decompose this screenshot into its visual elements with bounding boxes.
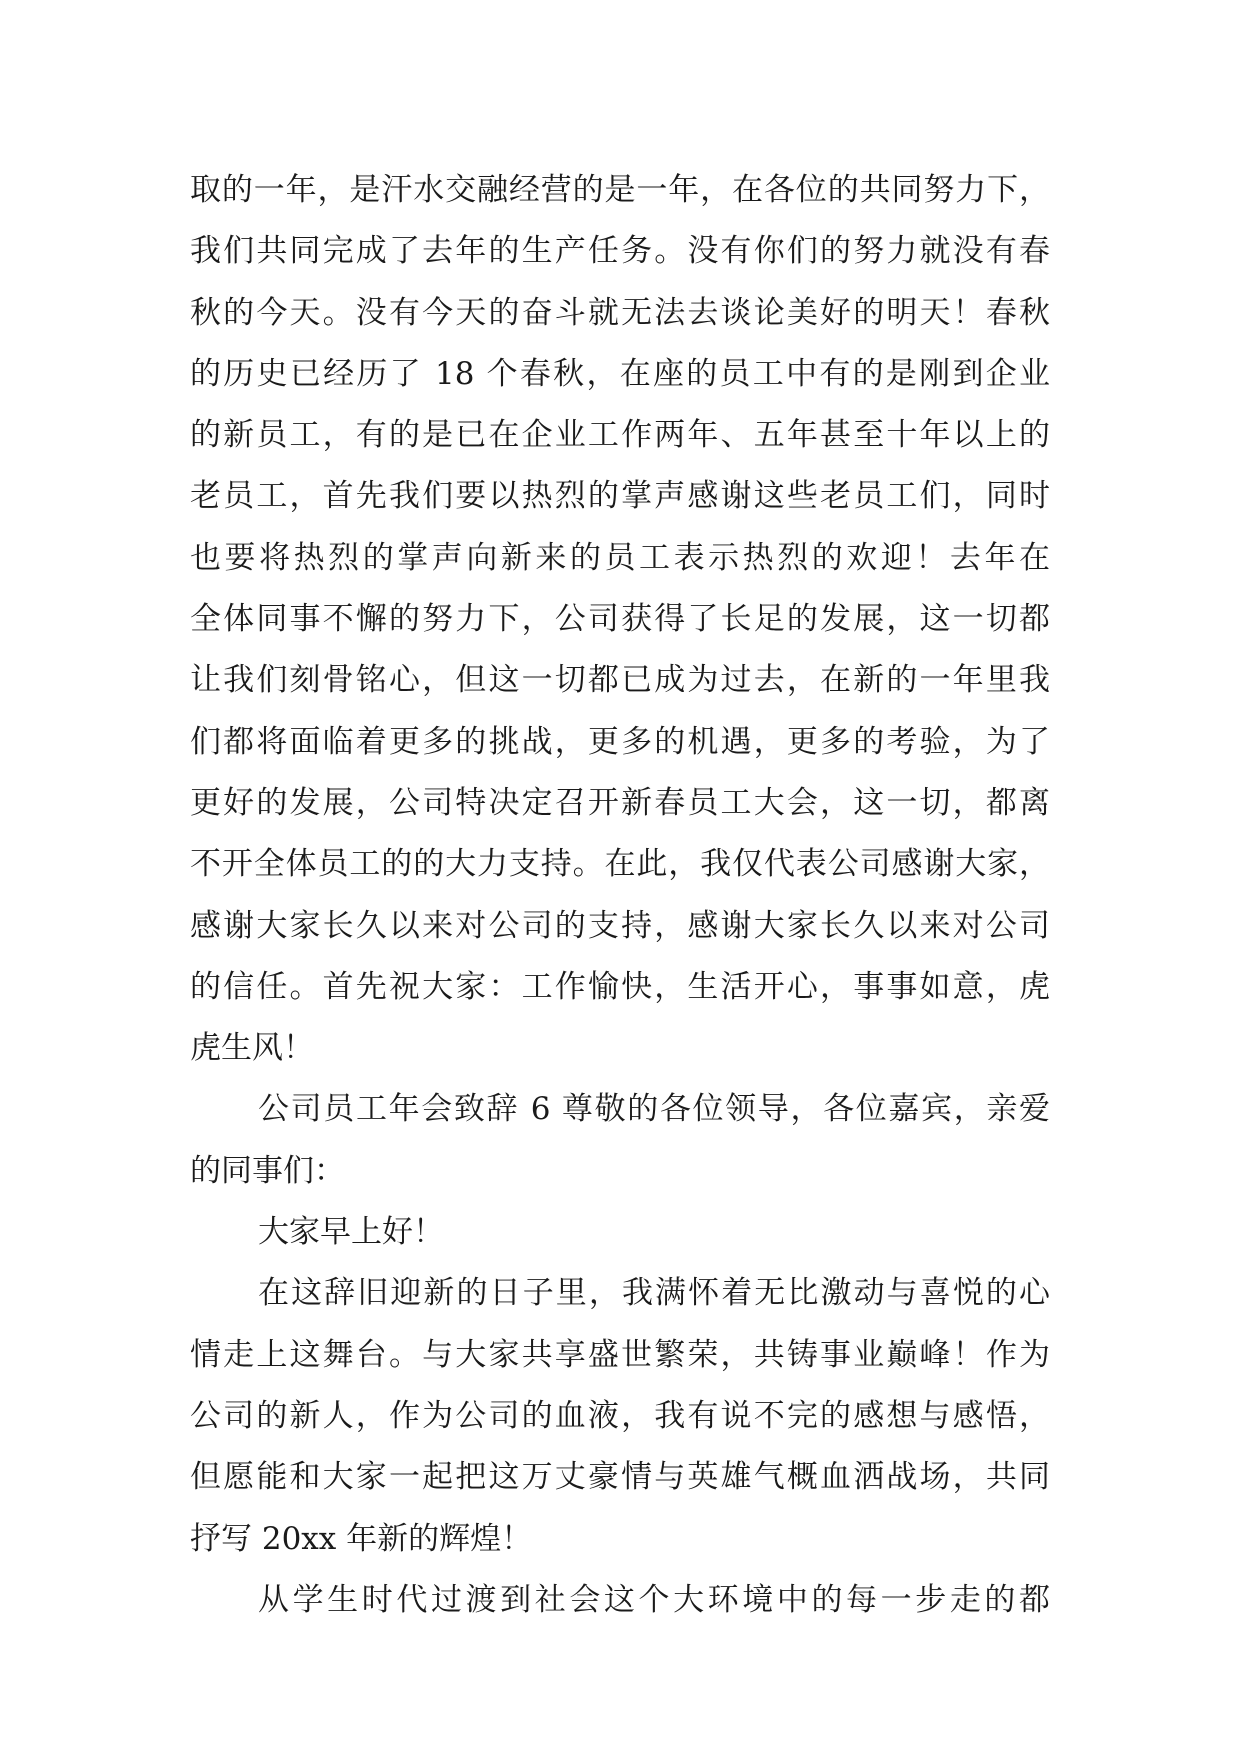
text-line: 老员工，首先我们要以热烈的掌声感谢这些老员工们，同时 [190, 478, 1050, 515]
text-line: 的信任。首先祝大家：工作愉快，生活开心，事事如意，虎 [190, 968, 1050, 1005]
text-line: 的新员工，有的是已在企业工作两年、五年甚至十年以上的 [190, 417, 1050, 454]
text-line: 的同事们： [190, 1152, 345, 1189]
document-body [190, 160, 1050, 1631]
text-line: 也要将热烈的掌声向新来的员工表示热烈的欢迎！去年在 [190, 539, 1050, 576]
text-line: 秋的今天。没有今天的奋斗就无法去谈论美好的明天！春秋 [190, 294, 1050, 331]
text-line: 公司员工年会致辞 6 尊敬的各位领导，各位嘉宾，亲爱 [258, 1091, 1050, 1128]
text-line: 让我们刻骨铭心，但这一切都已成为过去，在新的一年里我 [190, 662, 1050, 699]
text-line: 从学生时代过渡到社会这个大环境中的每一步走的都 [258, 1581, 1050, 1618]
text-line: 不开全体员工的的大力支持。在此，我仅代表公司感谢大家， [190, 846, 1050, 883]
text-line: 们都将面临着更多的挑战，更多的机遇，更多的考验，为了 [190, 723, 1050, 760]
text-line: 但愿能和大家一起把这万丈豪情与英雄气概血洒战场，共同 [190, 1459, 1050, 1496]
text-line: 感谢大家长久以来对公司的支持，感谢大家长久以来对公司 [190, 907, 1050, 944]
text-line: 大家早上好！ [258, 1214, 444, 1251]
text-line: 全体同事不懈的努力下，公司获得了长足的发展，这一切都 [190, 601, 1050, 638]
text-line: 情走上这舞台。与大家共享盛世繁荣，共铸事业巅峰！作为 [190, 1336, 1050, 1373]
text-line: 抒写 20xx 年新的辉煌！ [190, 1520, 533, 1557]
text-line: 在这辞旧迎新的日子里，我满怀着无比激动与喜悦的心 [258, 1275, 1050, 1312]
text-line: 的历史已经历了 18 个春秋，在座的员工中有的是刚到企业 [190, 355, 1050, 392]
text-line: 我们共同完成了去年的生产任务。没有你们的努力就没有春 [190, 233, 1050, 270]
text-line: 更好的发展，公司特决定召开新春员工大会，这一切，都离 [190, 784, 1050, 821]
text-line: 取的一年，是汗水交融经营的是一年，在各位的共同努力下， [190, 172, 1050, 208]
text-line: 虎生风！ [190, 1030, 314, 1067]
text-line: 公司的新人，作为公司的血液，我有说不完的感想与感悟， [190, 1397, 1050, 1434]
